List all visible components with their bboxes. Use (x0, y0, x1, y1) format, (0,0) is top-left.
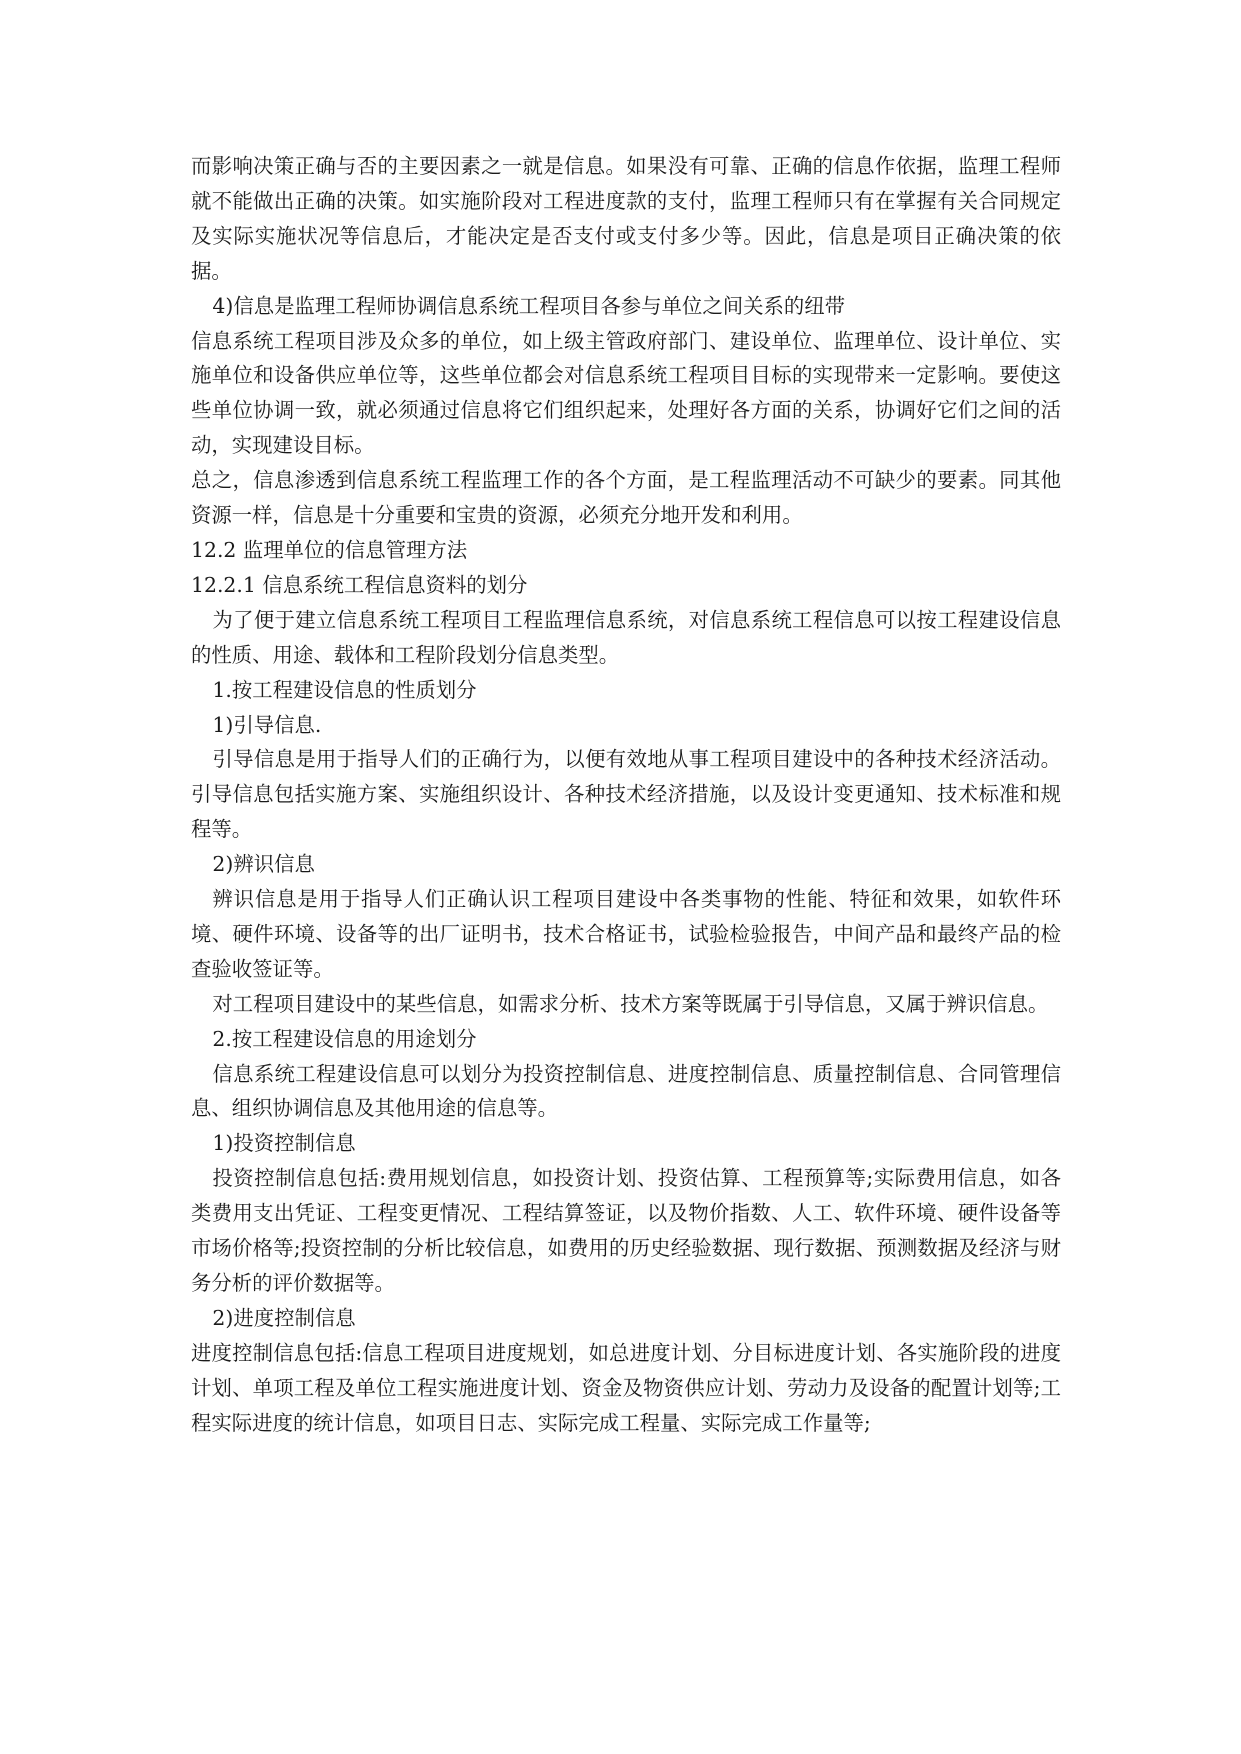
paragraph-schedule-control: 进度控制信息包括:信息工程项目进度规划，如总进度计划、分目标进度计划、各实施阶段的进度计划、单项工程及单位工程实施进度计划、资金及物资供应计划、劳动力及设备的配置计划等;工程实际进度的统计信息，如项目日志、实际完成工程量、实际完成工作量等; (191, 1340, 1061, 1435)
heading-identification-info: 2)辨识信息 (212, 852, 315, 877)
document-body (191, 149, 1061, 1441)
heading-by-nature: 1.按工程建设信息的性质划分 (212, 677, 477, 702)
paragraph-identification-info: 辨识信息是用于指导人们正确认识工程项目建设中各类事物的性能、特征和效果，如软件环境、硬件环境、设备等的出厂证明书，技术合格证书，试验检验报告，中间产品和最终产品的检查验收签证等。 (191, 887, 1061, 981)
section-heading-12-2: 12.2 监理单位的信息管理方法 (191, 537, 468, 562)
paragraph-classification-intro: 为了便于建立信息系统工程项目工程监理信息系统，对信息系统工程信息可以按工程建设信息的性质、用途、载体和工程阶段划分信息类型。 (191, 607, 1061, 667)
paragraph-decision-basis: 而影响决策正确与否的主要因素之一就是信息。如果没有可靠、正确的信息作依据，监理工程师就不能做出正确的决策。如实施阶段对工程进度款的支付，监理工程师只有在掌握有关合同规定及实际实施状况等信息后，才能决定是否支付或支付多少等。因此，信息是项目正确决策的依据。 (191, 154, 1061, 283)
paragraph-both-types: 对工程项目建设中的某些信息，如需求分析、技术方案等既属于引导信息，又属于辨识信息。 (212, 991, 1049, 1016)
heading-by-purpose: 2.按工程建设信息的用途划分 (212, 1026, 477, 1051)
heading-guidance-info: 1)引导信息. (212, 712, 322, 737)
paragraph-summary: 总之，信息渗透到信息系统工程监理工作的各个方面，是工程监理活动不可缺少的要素。同其他资源一样，信息是十分重要和宝贵的资源，必须充分地开发和利用。 (191, 468, 1061, 528)
paragraph-participating-units: 信息系统工程项目涉及众多的单位，如上级主管政府部门、建设单位、监理单位、设计单位、实施单位和设备供应单位等，这些单位都会对信息系统工程项目目标的实现带来一定影响。要使这些单位协调一致，就必须通过信息将它们组织起来，处理好各方面的关系，协调好它们之间的活动，实现建设目标。 (191, 328, 1061, 458)
heading-investment-control: 1)投资控制信息 (212, 1131, 356, 1156)
paragraph-guidance-info: 引导信息是用于指导人们的正确行为，以便有效地从事工程项目建设中的各种技术经济活动。引导信息包括实施方案、实施组织设计、各种技术经济措施，以及设计变更通知、技术标准和规程等。 (191, 747, 1061, 842)
section-heading-12-2-1: 12.2.1 信息系统工程信息资料的划分 (191, 572, 528, 597)
paragraph-purpose-types: 信息系统工程建设信息可以划分为投资控制信息、进度控制信息、质量控制信息、合同管理信息、组织协调信息及其他用途的信息等。 (191, 1061, 1061, 1121)
paragraph-investment-control: 投资控制信息包括:费用规划信息，如投资计划、投资估算、工程预算等;实际费用信息，如各类费用支出凭证、工程变更情况、工程结算签证，以及物价指数、人工、软件环境、硬件设备等市场价格等;投资控制的分析比较信息，如费用的历史经验数据、现行数据、预测数据及经济与财务分析的评价数据等。 (191, 1166, 1061, 1295)
heading-schedule-control: 2)进度控制信息 (212, 1305, 356, 1330)
heading-coordination-link: 4)信息是监理工程师协调信息系统工程项目各参与单位之间关系的纽带 (212, 293, 846, 318)
